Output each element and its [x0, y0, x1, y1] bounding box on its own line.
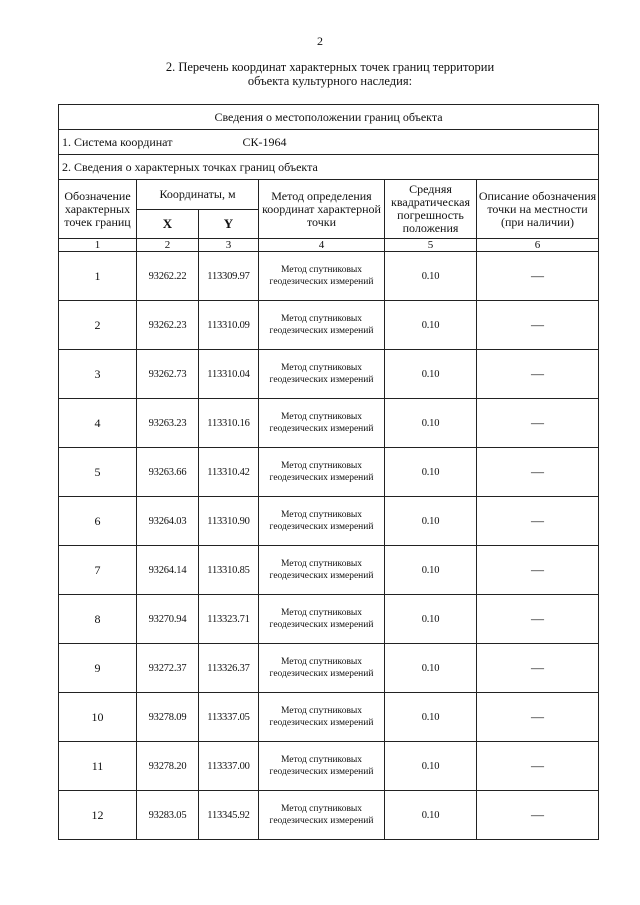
error-cell: 0.10 — [385, 644, 477, 693]
header-y: Y — [199, 209, 259, 239]
y-coordinate-cell: 113326.37 — [199, 644, 259, 693]
x-coordinate-cell: 93264.14 — [137, 546, 199, 595]
y-coordinate-cell: 113323.71 — [199, 595, 259, 644]
description-cell: — — [477, 350, 599, 399]
error-cell: 0.10 — [385, 595, 477, 644]
point-id-cell: 9 — [59, 644, 137, 693]
method-cell: Метод спутниковых геодезических измерений — [259, 644, 385, 693]
header-method: Метод определения координат характерной точки — [259, 180, 385, 239]
y-coordinate-cell: 113310.85 — [199, 546, 259, 595]
point-id-cell: 11 — [59, 742, 137, 791]
method-cell: Метод спутниковых геодезических измерений — [259, 546, 385, 595]
x-coordinate-cell: 93264.03 — [137, 497, 199, 546]
description-cell: — — [477, 448, 599, 497]
point-id-cell: 2 — [59, 301, 137, 350]
method-cell: Метод спутниковых геодезических измерений — [259, 448, 385, 497]
points-section-title: 2. Сведения о характерных точках границ объекта — [59, 155, 599, 180]
description-cell: — — [477, 497, 599, 546]
y-coordinate-cell: 113310.42 — [199, 448, 259, 497]
y-coordinate-cell: 113310.09 — [199, 301, 259, 350]
column-number: 6 — [477, 239, 599, 252]
table-row — [59, 644, 599, 693]
y-coordinate-cell: 113310.16 — [199, 399, 259, 448]
error-cell: 0.10 — [385, 693, 477, 742]
x-coordinate-cell: 93272.37 — [137, 644, 199, 693]
x-coordinate-cell: 93278.09 — [137, 693, 199, 742]
table-row — [59, 546, 599, 595]
coordinate-system-row — [59, 130, 599, 155]
description-cell: — — [477, 252, 599, 301]
description-cell: — — [477, 595, 599, 644]
x-coordinate-cell: 93262.22 — [137, 252, 199, 301]
description-cell: — — [477, 791, 599, 840]
description-cell: — — [477, 301, 599, 350]
y-coordinate-cell: 113337.05 — [199, 693, 259, 742]
table-row — [59, 693, 599, 742]
point-id-cell: 12 — [59, 791, 137, 840]
point-id-cell: 5 — [59, 448, 137, 497]
header-x: X — [137, 209, 199, 239]
error-cell: 0.10 — [385, 546, 477, 595]
column-number: 1 — [59, 239, 137, 252]
y-coordinate-cell: 113310.04 — [199, 350, 259, 399]
page-number: 2 — [317, 34, 323, 48]
x-coordinate-cell: 93262.73 — [137, 350, 199, 399]
table-row — [59, 742, 599, 791]
description-cell: — — [477, 693, 599, 742]
column-number: 4 — [259, 239, 385, 252]
table-row — [59, 399, 599, 448]
method-cell: Метод спутниковых геодезических измерений — [259, 350, 385, 399]
description-cell: — — [477, 546, 599, 595]
point-id-cell: 8 — [59, 595, 137, 644]
table-row — [59, 448, 599, 497]
x-coordinate-cell: 93263.66 — [137, 448, 199, 497]
point-id-cell: 4 — [59, 399, 137, 448]
method-cell: Метод спутниковых геодезических измерений — [259, 497, 385, 546]
point-id-cell: 7 — [59, 546, 137, 595]
column-number: 2 — [137, 239, 199, 252]
table-row — [59, 497, 599, 546]
description-cell: — — [477, 742, 599, 791]
table-row — [59, 350, 599, 399]
boundary-coordinates-table — [58, 104, 599, 840]
y-coordinate-cell: 113345.92 — [199, 791, 259, 840]
table-title: Сведения о местоположении границ объекта — [59, 105, 599, 130]
error-cell: 0.10 — [385, 742, 477, 791]
x-coordinate-cell: 93262.23 — [137, 301, 199, 350]
document-heading — [100, 60, 560, 88]
table-row — [59, 301, 599, 350]
method-cell: Метод спутниковых геодезических измерений — [259, 693, 385, 742]
y-coordinate-cell: 113310.90 — [199, 497, 259, 546]
header-designation: Обозначение характерных точек границ — [59, 180, 137, 239]
error-cell: 0.10 — [385, 399, 477, 448]
point-id-cell: 10 — [59, 693, 137, 742]
y-coordinate-cell: 113337.00 — [199, 742, 259, 791]
table-row — [59, 595, 599, 644]
table-row — [59, 252, 599, 301]
method-cell: Метод спутниковых геодезических измерений — [259, 791, 385, 840]
table-row — [59, 791, 599, 840]
error-cell: 0.10 — [385, 350, 477, 399]
column-number: 3 — [199, 239, 259, 252]
coordinate-system-value: СК-1964 — [242, 134, 287, 149]
point-id-cell: 1 — [59, 252, 137, 301]
heading-line-1: 2. Перечень координат характерных точек границ территории — [165, 60, 495, 74]
method-cell: Метод спутниковых геодезических измерений — [259, 742, 385, 791]
heading-line-2: объекта культурного наследия: — [247, 74, 413, 88]
error-cell: 0.10 — [385, 252, 477, 301]
error-cell: 0.10 — [385, 448, 477, 497]
method-cell: Метод спутниковых геодезических измерений — [259, 399, 385, 448]
method-cell: Метод спутниковых геодезических измерений — [259, 595, 385, 644]
header-coordinates: Координаты, м — [137, 180, 259, 210]
error-cell: 0.10 — [385, 301, 477, 350]
error-cell: 0.10 — [385, 497, 477, 546]
x-coordinate-cell: 93270.94 — [137, 595, 199, 644]
description-cell: — — [477, 399, 599, 448]
error-cell: 0.10 — [385, 791, 477, 840]
method-cell: Метод спутниковых геодезических измерений — [259, 252, 385, 301]
x-coordinate-cell: 93278.20 — [137, 742, 199, 791]
point-id-cell: 3 — [59, 350, 137, 399]
point-id-cell: 6 — [59, 497, 137, 546]
header-description: Описание обозначения точки на местности (при наличии) — [477, 180, 599, 239]
description-cell: — — [477, 644, 599, 693]
coordinate-system-label: 1. Система координат — [62, 134, 173, 149]
column-number: 5 — [385, 239, 477, 252]
y-coordinate-cell: 113309.97 — [199, 252, 259, 301]
x-coordinate-cell: 93263.23 — [137, 399, 199, 448]
header-error: Средняя квадратическая погрешность положения — [385, 180, 477, 239]
method-cell: Метод спутниковых геодезических измерений — [259, 301, 385, 350]
x-coordinate-cell: 93283.05 — [137, 791, 199, 840]
